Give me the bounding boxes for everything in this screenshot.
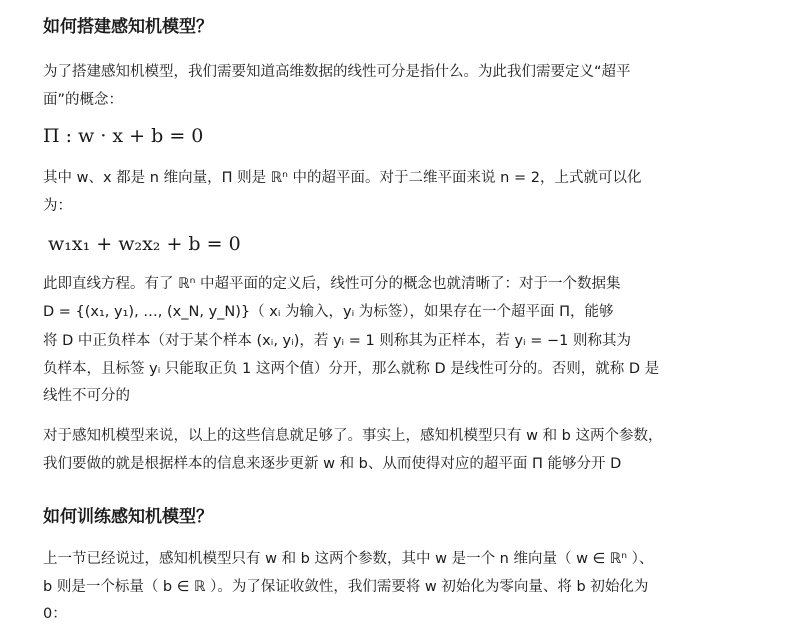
paragraph-definition-line-2: 为：	[43, 198, 72, 214]
paragraph-train-line-1: 上一节已经说过，感知机模型只有 w 和 b 这两个参数，其中 w 是一个 n 维向量（ w ∈ ℝⁿ ）、	[43, 551, 654, 567]
paragraph-separable-line-3: 将 D 中正负样本（对于某个样本 (xᵢ, yᵢ)，若 yᵢ = 1 则称其为正样本，若 yᵢ = −1 则称其为	[43, 333, 631, 349]
paragraph-params-line-1: 对于感知机模型来说，以上的这些信息就足够了。事实上，感知机模型只有 w 和 b 这两个参数，	[43, 428, 663, 444]
paragraph-intro-line-2: 面”的概念：	[43, 92, 124, 108]
equation-line: w₁x₁ + w₂x₂ + b = 0	[48, 233, 241, 255]
section-heading-build: 如何搭建感知机模型？	[43, 17, 213, 37]
section-heading-train: 如何训练感知机模型？	[43, 507, 213, 527]
paragraph-params-line-2: 我们要做的就是根据样本的信息来逐步更新 w 和 b、从而使得对应的超平面 Π 能够分开 D	[43, 456, 622, 472]
paragraph-train-line-2: b 则是一个标量（ b ∈ ℝ ）。为了保证收敛性，我们需要将 w 初始化为零向量、将 b 初始化为	[43, 579, 649, 595]
equation-hyperplane: Π : w · x + b = 0	[43, 125, 204, 147]
paragraph-intro-line-1: 为了搭建感知机模型，我们需要知道高维数据的线性可分是指什么。为此我们需要定义“超平	[43, 64, 631, 80]
paragraph-separable-line-5: 线性不可分的	[43, 388, 130, 404]
paragraph-train-line-3: 0：	[43, 606, 67, 622]
paragraph-separable-line-2: D = {(x₁, y₁), …, (x_N, y_N)}（ xᵢ 为输入，yᵢ 为标签），如果存在一个超平面 Π，能够	[43, 304, 614, 320]
paragraph-definition-line-1: 其中 w、x 都是 n 维向量，Π 则是 ℝⁿ 中的超平面。对于二维平面来说 n = 2，上式就可以化	[43, 170, 642, 186]
paragraph-separable-line-4: 负样本，且标签 yᵢ 只能取正负 1 这两个值）分开，那么就称 D 是线性可分的。否则，就称 D 是	[43, 361, 660, 377]
paragraph-separable-line-1: 此即直线方程。有了 ℝⁿ 中超平面的定义后，线性可分的概念也就清晰了：对于一个数据集	[43, 276, 621, 292]
